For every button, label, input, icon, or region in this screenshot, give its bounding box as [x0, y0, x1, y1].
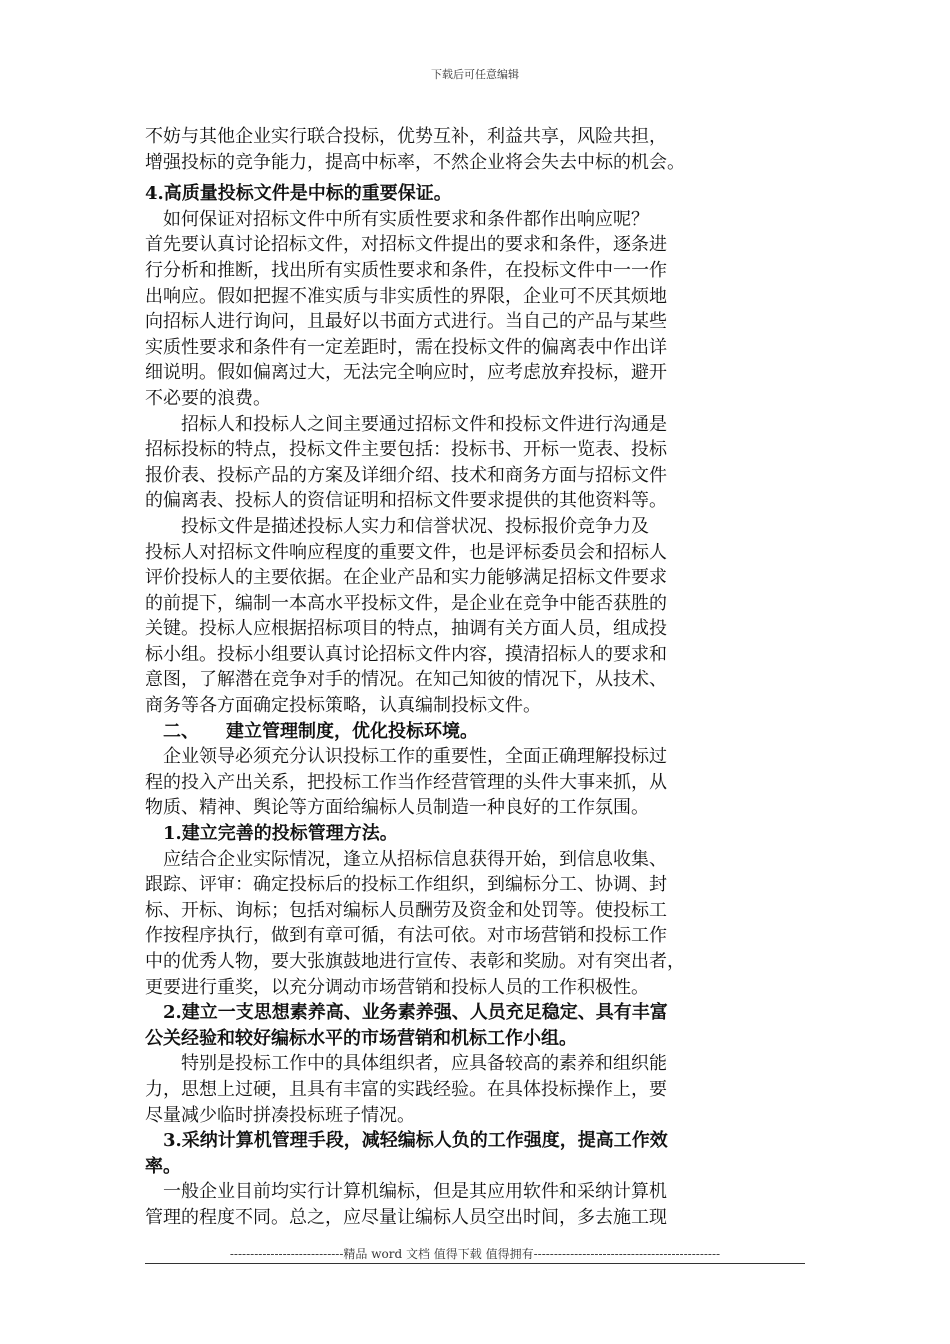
text-line: 实质性要求和条件有一定差距时，需在投标文件的偏离表中作出详: [145, 336, 667, 358]
text-line: 物质、精神、舆论等方面给编标人员制造一种良好的工作氛围。: [145, 797, 649, 819]
text-line: 商务等各方面确定投标策略，认真编制投标文件。: [145, 695, 541, 717]
text-line: 出响应。假如把握不准实质与非实质性的界限，企业可不厌其烦地: [145, 285, 667, 307]
text-line: 3.采纳计算机管理手段，减轻编标人负的工作强度，提高工作效: [145, 1130, 668, 1152]
text-line: 评价投标人的主要依据。在企业产品和实力能够满足招标文件要求: [145, 567, 667, 589]
text-line: 公关经验和较好编标水平的市场营销和机标工作小组。: [145, 1027, 577, 1049]
text-line: 特别是投标工作中的具体组织者，应具备较高的素养和组织能: [145, 1053, 667, 1075]
paragraph: [145, 744, 815, 821]
section-heading: [145, 1128, 815, 1179]
page-footer: ----------------------------精品 word 文档 值得下载 值得拥有----------------------------------------------: [229, 1247, 721, 1261]
section-heading: [145, 1000, 815, 1051]
text-line: 程的投入产出关系，把投标工作当作经营管理的头件大事来抓，从: [145, 771, 667, 793]
text-line: 投标文件是描述投标人实力和信誉状况、投标报价竞争力及: [145, 515, 649, 537]
text-line: 4.高质量投标文件是中标的重要保证。: [145, 183, 452, 205]
text-line: 作按程序执行，做到有章可循，有法可依。对市场营销和投标工作: [145, 925, 667, 947]
text-line: 不妨与其他企业实行联合投标，优势互补，利益共享，风险共担，: [145, 126, 667, 147]
paragraph: [145, 1179, 815, 1230]
text-line: 标小组。投标小组要认真讨论招标文件内容，摸清招标人的要求和: [145, 643, 667, 665]
paragraph: [145, 847, 815, 1001]
paragraph: [145, 1051, 815, 1128]
document-body: [145, 124, 815, 1231]
text-line: 如何保证对招标文件中所有实质性要求和条件都作出响应呢？: [145, 208, 649, 230]
text-line: 招标投标的特点，投标文件主要包括：投标书、开标一览表、投标: [145, 439, 667, 461]
text-line: 的偏离表、投标人的资信证明和招标文件要求提供的其他资料等。: [145, 490, 667, 512]
section-heading: [145, 719, 815, 745]
text-line: 2.建立一支思想素养高、业务素养强、人员充足稳定、具有丰富: [145, 1002, 668, 1024]
text-line: 更要进行重奖，以充分调动市场营销和投标人员的工作积极性。: [145, 976, 649, 998]
paragraph: [145, 514, 815, 719]
page-header: 下载后可任意编辑: [431, 68, 519, 81]
text-line: 不必要的浪费。: [145, 387, 271, 409]
text-line: 尽量减少临时拼凑投标班子情况。: [145, 1104, 415, 1126]
text-line: 的前提下，编制一本高水平投标文件，是企业在竞争中能否获胜的: [145, 592, 667, 614]
text-line: 投标人对招标文件响应程度的重要文件，也是评标委员会和招标人: [145, 541, 667, 563]
text-line: 一般企业目前均实行计算机编标，但是其应用软件和采纳计算机: [145, 1181, 667, 1203]
text-line: 报价表、投标产品的方案及详细介绍、技术和商务方面与招标文件: [145, 464, 667, 486]
text-line: 招标人和投标人之间主要通过招标文件和投标文件进行沟通是: [145, 413, 667, 435]
text-line: 意图，了解潜在竞争对手的情况。在知己知彼的情况下，从技术、: [145, 669, 667, 691]
text-line: 1.建立完善的投标管理方法。: [145, 823, 398, 845]
text-line: 增强投标的竞争能力，提高中标率，不然企业将会失去中标的机会。: [145, 151, 685, 173]
text-line: 率。: [145, 1155, 181, 1177]
text-line: 应结合企业实际情况，逢立从招标信息获得开始，到信息收集、: [145, 848, 667, 870]
paragraph: [145, 412, 815, 514]
section-heading: [145, 821, 815, 847]
footer-divider: [145, 1263, 805, 1264]
text-line: 二、 建立管理制度，优化投标环境。: [145, 720, 478, 742]
text-line: 细说明。假如偏离过大，无法完全响应时，应考虑放弃投标，避开: [145, 362, 667, 384]
text-line: 首先要认真讨论招标文件，对招标文件提出的要求和条件，逐条进: [145, 234, 667, 256]
text-line: 跟踪、评审：确定投标后的投标工作组织，到编标分工、协调、封: [145, 874, 667, 896]
text-line: 力，思想上过硬，且具有丰富的实践经验。在具体投标操作上，要: [145, 1078, 667, 1100]
paragraph: [145, 207, 815, 412]
text-line: 关键。投标人应根据招标项目的特点，抽调有关方面人员，组成投: [145, 618, 667, 640]
text-line: 向招标人进行询问，且最好以书面方式进行。当自己的产品与某些: [145, 311, 667, 333]
text-line: 管理的程度不同。总之，应尽量让编标人员空出时间，多去施工现: [145, 1206, 667, 1228]
text-line: 中的优秀人物，要大张旗鼓地进行宣传、表彰和奖励。对有突出者，: [145, 951, 685, 972]
text-line: 企业领导必须充分认识投标工作的重要性，全面正确理解投标过: [145, 746, 667, 768]
paragraph-joint-bidding: [145, 124, 815, 175]
section-heading: [145, 181, 815, 207]
text-line: 标、开标、询标；包括对编标人员酬劳及资金和处罚等。使投标工: [145, 899, 667, 921]
text-line: 行分析和推断，找出所有实质性要求和条件，在投标文件中一一作: [145, 259, 667, 281]
